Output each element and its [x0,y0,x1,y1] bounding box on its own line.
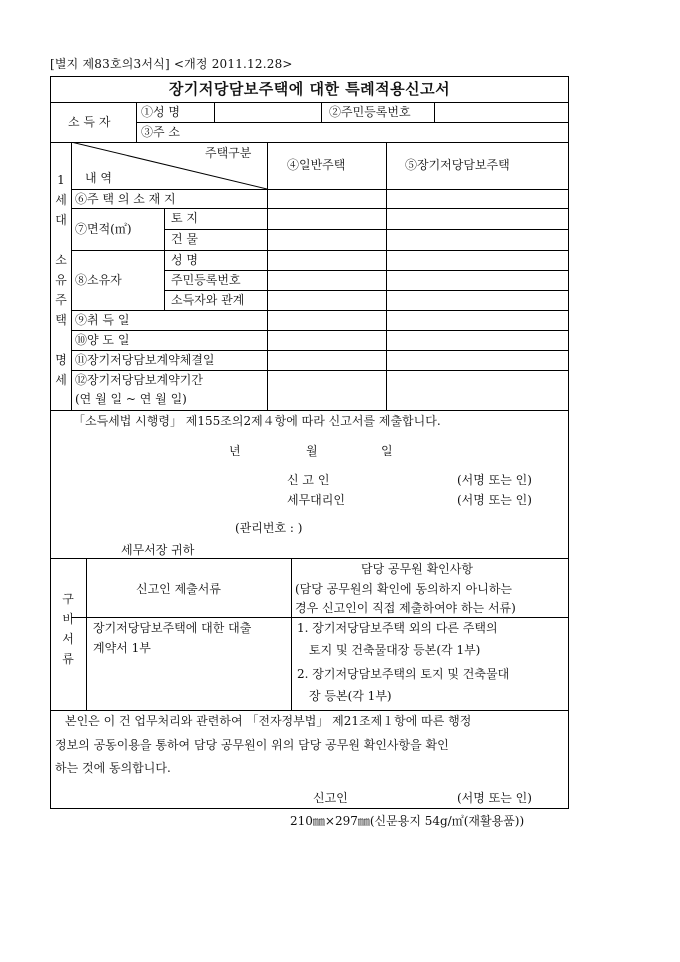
divider [71,208,568,209]
divider [164,208,165,250]
divider [321,102,322,122]
row-owner-relation: 소득자와 관계 [171,293,245,307]
date-year: 년 [229,444,241,458]
divider [71,189,568,190]
divider [86,558,87,710]
divider [267,142,268,410]
date-month: 월 [306,444,318,458]
divider [164,290,568,291]
owner-address-label: ③주 소 [141,125,180,139]
divider [71,310,568,311]
agent-sign: (서명 또는 인) [457,493,532,507]
divider [136,122,568,123]
divider [71,370,568,371]
divider [434,102,435,122]
divider [51,710,568,711]
date-day: 일 [381,444,393,458]
owner-name-label: ①성 명 [141,105,180,119]
form-title: 장기저당담보주택에 대한 특례적용신고서 [168,80,451,98]
divider [164,229,568,230]
divider [71,617,568,618]
declaration-statement: 「소득세법 시행령」 제155조의2제４항에 따라 신고서를 제출합니다. [73,414,441,428]
official-item-1b: 토지 및 건축물대장 등본(각 1부) [309,643,481,657]
row-transfer: ⑩양 도 일 [75,333,130,347]
official-note-2: 경우 신고인이 직접 제출하여야 하는 서류) [295,601,516,615]
official-check-header: 담당 공무원 확인사항 [361,562,473,576]
diag-bottom-label: 내 역 [85,171,112,185]
divider [386,142,387,410]
divider [136,102,137,142]
official-item-1a: 1. 장기저당담보주택 외의 다른 주택의 [297,621,498,635]
official-item-2a: 2. 장기저당담보주택의 토지 및 건축물대 [297,667,510,681]
paper-spec: 210㎜×297㎜(신문용지 54g/㎡(재활용품)) [290,814,525,828]
row-land: 토 지 [171,211,198,225]
divider [164,250,165,310]
row-location: ⑥주 택 의 소 재 지 [75,192,176,206]
divider [71,250,568,251]
divider [291,558,292,710]
divider [164,270,568,271]
diag-top-label: 주택구분 [205,146,252,160]
divider [214,102,215,122]
row-owner-name: 성 명 [171,253,198,267]
reporter-label: 신 고 인 [287,473,330,487]
submit-item-2: 계약서 1부 [93,641,151,655]
divider [71,350,568,351]
row-contract-period: ⑫장기저당담보계약기간 [75,373,203,387]
owner-section-label: 소 득 자 [68,115,111,129]
divider [51,102,568,103]
consent-line-3: 하는 것에 동의합니다. [55,761,171,775]
house-section-side-label: 1 세 대 소 유 주 택 명 세 [55,173,67,387]
management-number: (관리번호 : ) [235,521,303,535]
addressee: 세무서장 귀하 [121,543,195,557]
row-owner-rrn: 주민등록번호 [171,273,241,287]
agent-label: 세무대리인 [287,493,345,507]
row-acquisition: ⑨취 득 일 [75,313,130,327]
report-form [50,76,569,809]
consent-signer-sign: (서명 또는 인) [457,791,532,805]
submit-item-1: 장기저당담보주택에 대한 대출 [93,621,252,635]
owner-rrn-label: ②주민등록번호 [329,105,411,119]
col-longterm-header: ⑤장기저당담보주택 [405,158,510,172]
divider [71,330,568,331]
reporter-sign: (서명 또는 인) [457,473,532,487]
row-contract-period-sub: (연 월 일 ~ 연 월 일) [75,392,187,406]
row-area: ⑦면적(㎡) [75,222,132,236]
col-general-header: ④일반주택 [287,158,346,172]
consent-line-2: 정보의 공동이용을 통하여 담당 공무원이 위의 담당 공무원 확인사항을 확인 [55,738,449,752]
row-building: 건 물 [171,232,198,246]
consent-signer-label: 신고인 [313,791,348,805]
official-item-2b: 장 등본(각 1부) [309,689,392,703]
divider [51,558,568,559]
consent-line-1: 본인은 이 건 업무처리와 관련하여 「전자정부법」 제21조제１항에 따른 행정 [65,714,472,728]
submit-docs-header: 신고인 제출서류 [136,582,221,596]
form-reference: [별지 제83호의3서식] <개정 2011.12.28> [50,57,293,71]
docs-section-side-label: 구 비 서 류 [62,592,74,666]
row-contract-date: ⑪장기저당담보계약체결일 [75,353,215,367]
row-owner: ⑧소유자 [75,273,122,287]
official-note-1: (담당 공무원의 확인에 동의하지 아니하는 [295,582,513,596]
divider [51,410,568,411]
